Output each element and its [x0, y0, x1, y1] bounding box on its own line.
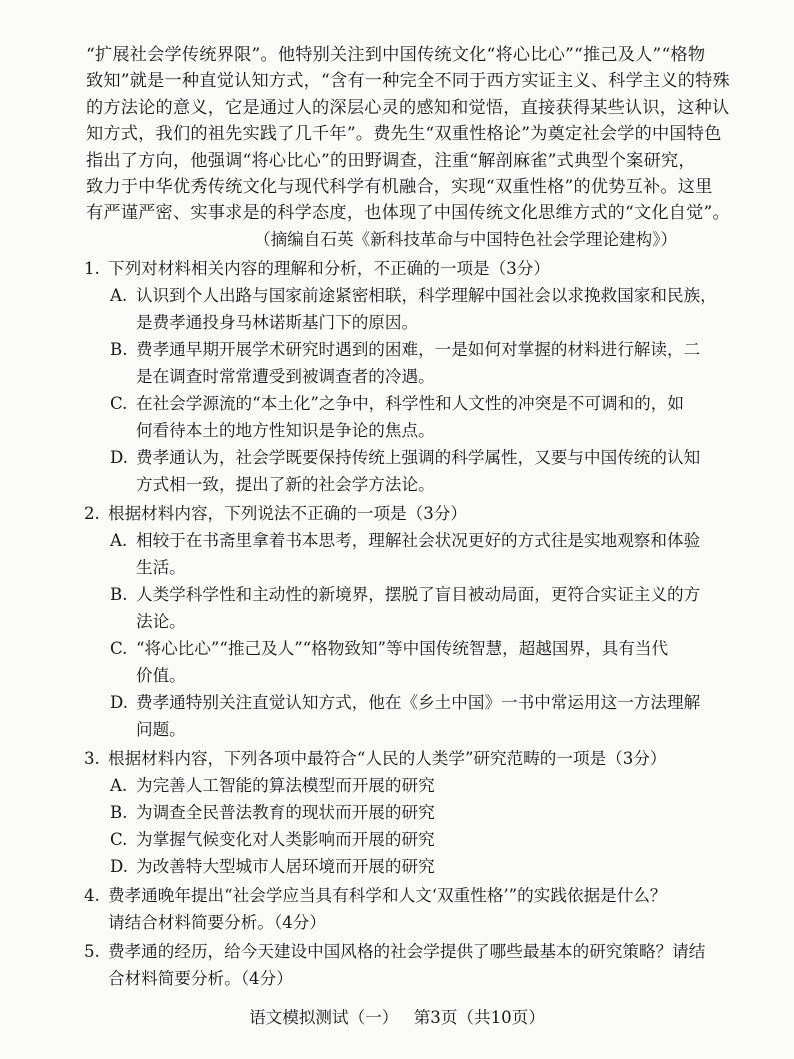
option-label: B. [110, 584, 128, 604]
exam-title: 语文模拟测试（一） [249, 1008, 399, 1027]
question-text: 费孝通晚年提出“社会学应当具有科学和人文‘双重性格’”的实践依据是什么？ [108, 885, 667, 905]
option-label: A. [110, 530, 128, 550]
option-c [86, 635, 732, 689]
option-text: 在社会学源流的“本土化”之争中，科学性和人文性的冲突是不可调和的，如 [136, 393, 684, 413]
source-citation: （摘编自石英《新科技革命与中国特色社会学理论建构》） [254, 229, 678, 249]
option-d [86, 689, 732, 743]
option-text: 价值。 [136, 665, 186, 685]
passage-line: 指出了方向，他强调“将心比心”的田野调查，注重“解剖麻雀”式典型个案研究， [86, 150, 696, 171]
passage-line: 知方式，我们的祖先实践了几千年”。费先生“双重性格论”为奠定社会学的中国特色 [86, 124, 722, 145]
option-text: 费孝通认为，社会学既要保持传统上强调的科学属性，又要与中国传统的认知 [136, 447, 701, 467]
passage-line: 致知”就是一种直觉认知方式，“含有一种完全不同于西方实证主义、科学主义的特殊 [86, 71, 730, 92]
option-a [86, 282, 732, 336]
question-text: 根据材料内容，下列说法不正确的一项是（3分） [108, 503, 468, 523]
page-number: 第3页（共10页） [413, 1008, 545, 1027]
option-text: 费孝通早期开展学术研究时遇到的困难，一是如何对掌握的材料进行解读，二 [136, 339, 701, 359]
option-label: D. [110, 856, 128, 876]
passage-line: “扩展社会学传统界限”。他特别关注到中国传统文化“将心比心”“推己及人”“格物 [86, 45, 706, 65]
question-text: 费孝通的经历，给今天建设中国风格的社会学提供了哪些最基本的研究策略？请结 [108, 941, 706, 961]
option-label: C. [110, 638, 128, 658]
option-label: C. [110, 829, 128, 849]
question-number: 2. [84, 503, 100, 523]
option-text: 问题。 [136, 719, 186, 739]
option-text: “将心比心”“推己及人”“格物致知”等中国传统智慧，超越国界，具有当代 [136, 638, 669, 658]
question-text: 根据材料内容，下列各项中最符合“人民的人类学”研究范畴的一项是（3分） [108, 748, 667, 768]
option-text: 生活。 [136, 557, 186, 577]
question-3 [86, 745, 732, 880]
option-label: A. [110, 285, 128, 305]
option-text: 为完善人工智能的算法模型而开展的研究 [136, 775, 435, 795]
question-stem [84, 500, 732, 527]
option-text: 为调查全民普法教育的现状而开展的研究 [136, 802, 435, 822]
question-1 [86, 255, 732, 498]
question-number: 3. [84, 748, 100, 768]
option-label: B. [110, 339, 128, 359]
option-text: 是费孝通投身马林诺斯基门下的原因。 [136, 312, 419, 332]
option-b [86, 336, 732, 390]
question-number: 5. [84, 941, 100, 961]
option-label: D. [110, 447, 128, 467]
option-text: 相较于在书斋里拿着书本思考，理解社会状况更好的方式往是实地观察和体验 [136, 530, 701, 550]
option-c [86, 826, 732, 853]
question-4 [86, 882, 732, 936]
option-label: D. [110, 692, 128, 712]
question-5 [86, 938, 732, 992]
option-text: 何看待本土的地方性知识是争论的焦点。 [136, 420, 435, 440]
question-stem [84, 745, 732, 772]
option-d [86, 853, 732, 880]
option-b [86, 581, 732, 635]
question-number: 4. [84, 885, 100, 905]
passage-line: 致力于中华优秀传统文化与现代科学有机融合，实现“双重性格”的优势互补。这里 [86, 177, 713, 198]
question-text: 合材料简要分析。（4分） [108, 968, 293, 988]
option-text: 是在调查时常常遭受到被调查者的冷遇。 [136, 366, 435, 386]
question-number: 1. [84, 258, 100, 278]
option-a [86, 772, 732, 799]
option-text: 为掌握气候变化对人类影响而开展的研究 [136, 829, 435, 849]
option-text: 人类学科学性和主动性的新境界，摆脱了盲目被动局面，更符合实证主义的方 [136, 584, 701, 604]
option-d [86, 444, 732, 498]
passage-line: 有严谨严密、实事求是的科学态度，也体现了中国传统文化思维方式的“文化自觉”。 [86, 203, 730, 224]
question-stem [84, 255, 732, 282]
option-b [86, 799, 732, 826]
option-c [86, 390, 732, 444]
option-text: 法论。 [136, 611, 186, 631]
passage-line: 的方法论的意义，它是通过人的深层心灵的感知和觉悟，直接获得某些认识，这种认 [86, 97, 730, 118]
page-footer [0, 1004, 794, 1028]
option-text: 方式相一致，提出了新的社会学方法论。 [136, 474, 435, 494]
option-label: A. [110, 775, 128, 795]
option-label: B. [110, 802, 128, 822]
option-a [86, 527, 732, 581]
option-text: 认识到个人出路与国家前途紧密相联，科学理解中国社会以求挽救国家和民族， [136, 285, 717, 305]
question-text: 请结合材料简要分析。（4分） [108, 912, 326, 932]
question-2 [86, 500, 732, 743]
option-text: 费孝通特别关注直觉认知方式，他在《乡土中国》一书中常运用这一方法理解 [136, 692, 701, 712]
passage [86, 42, 732, 227]
option-label: C. [110, 393, 128, 413]
option-text: 为改善特大型城市人居环境而开展的研究 [136, 856, 435, 876]
question-text: 下列对材料相关内容的理解和分析，不正确的一项是（3分） [108, 258, 550, 278]
